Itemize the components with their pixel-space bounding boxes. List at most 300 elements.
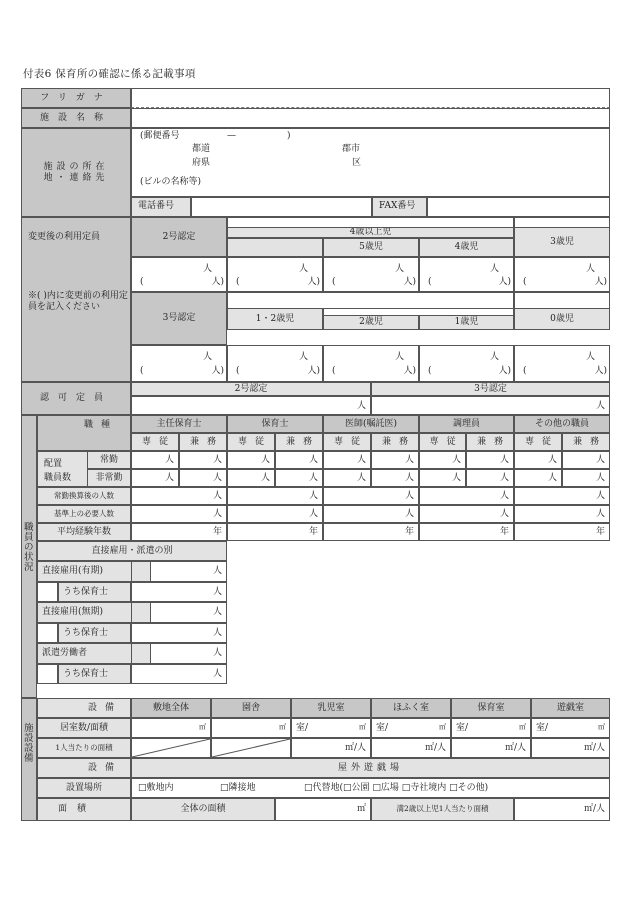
location-options bbox=[131, 778, 610, 798]
employment-row-label bbox=[58, 623, 131, 644]
staff-type-header bbox=[131, 415, 227, 433]
address-label-text: 施設の所在地・連絡先 bbox=[43, 162, 109, 183]
age2-header bbox=[323, 315, 419, 330]
unit-person: 人 bbox=[212, 627, 222, 638]
staff-type-header bbox=[419, 415, 514, 433]
ken-label: 兼 bbox=[476, 436, 486, 447]
unit-person: 人 bbox=[260, 473, 270, 483]
diagonal-line bbox=[212, 739, 290, 757]
equipment2-corner bbox=[37, 758, 131, 778]
part-time-ken-input[interactable] bbox=[371, 469, 419, 487]
approved-capacity-label bbox=[21, 382, 131, 415]
unit-person: 人 bbox=[308, 509, 318, 519]
staff-section-label-text: 職員の状況 bbox=[24, 522, 34, 573]
part-time-sen-input[interactable] bbox=[131, 469, 179, 487]
equipment-col-header bbox=[451, 698, 531, 718]
equipment2-label: 設備 bbox=[87, 763, 122, 773]
mu-label: 務 bbox=[399, 436, 409, 447]
unit-person: 人 bbox=[547, 455, 557, 465]
prefecture-label-fuken: 府県 bbox=[192, 158, 211, 168]
unit-person: 人 bbox=[308, 491, 318, 501]
unit-sqm: ㎡ bbox=[359, 723, 366, 731]
total-area-label bbox=[131, 798, 275, 821]
unit-person: 人 bbox=[202, 264, 212, 274]
fte-input[interactable] bbox=[419, 487, 514, 505]
fte-label-text: 常勤換算後の人数 bbox=[54, 490, 114, 500]
age4up-header-text: 4歳以上児 bbox=[349, 227, 392, 238]
paren-open: ( bbox=[523, 277, 527, 287]
equipment-col-header bbox=[291, 698, 371, 718]
ken-label: 兼 bbox=[189, 436, 199, 447]
ken-label: 兼 bbox=[285, 436, 295, 447]
age0-capacity-input[interactable] bbox=[514, 345, 610, 382]
unit-person: 人 bbox=[212, 509, 222, 519]
unit-person: 人 bbox=[595, 455, 605, 465]
application-form bbox=[21, 88, 610, 821]
paren-close: 人) bbox=[498, 277, 511, 287]
unit-person: 人 bbox=[585, 352, 595, 362]
unit-person: 人 bbox=[451, 455, 461, 465]
postal-close: ) bbox=[287, 131, 291, 141]
staff-section-label bbox=[21, 415, 37, 698]
equipment-col-header bbox=[211, 698, 291, 718]
full-time-sen-input[interactable] bbox=[227, 451, 275, 469]
area-label-text: 面積 bbox=[58, 804, 97, 814]
staff-sen-ju-header bbox=[227, 433, 275, 451]
unit-person: 人 bbox=[499, 455, 509, 465]
unit-year: 年 bbox=[404, 527, 414, 537]
playground-header bbox=[131, 758, 610, 778]
room-area-input[interactable] bbox=[291, 718, 371, 738]
mu-label: 務 bbox=[303, 436, 313, 447]
age3-top bbox=[514, 217, 610, 227]
age4-header bbox=[419, 238, 514, 257]
employment-row-input[interactable] bbox=[131, 582, 227, 603]
address-field[interactable] bbox=[131, 128, 610, 197]
experience-label bbox=[37, 523, 131, 541]
checkbox-on-site[interactable]: □敷地内 bbox=[138, 783, 174, 793]
staff-sen-ju-header bbox=[514, 433, 562, 451]
per-person-area-input[interactable] bbox=[291, 738, 371, 758]
unit-person: 人 bbox=[489, 352, 499, 362]
ken-label: 兼 bbox=[572, 436, 582, 447]
facility-name-field[interactable] bbox=[131, 108, 610, 128]
required-input[interactable] bbox=[514, 505, 610, 523]
employment-indent bbox=[37, 623, 58, 644]
diagonal-strike bbox=[132, 739, 210, 757]
diagonal-line bbox=[132, 739, 210, 757]
building-name-label: (ビルの名称等) bbox=[140, 177, 202, 187]
unit-person: 人 bbox=[308, 473, 318, 483]
location-label bbox=[37, 778, 131, 798]
part-time-sen-input[interactable] bbox=[514, 469, 562, 487]
unit-person: 人 bbox=[212, 607, 222, 617]
age1-header bbox=[419, 315, 514, 330]
ju-label: 従 bbox=[542, 436, 552, 447]
employment-row-input[interactable] bbox=[131, 623, 227, 644]
experience-input[interactable] bbox=[131, 523, 227, 541]
staff-type-header-text: 保育士 bbox=[261, 418, 289, 429]
phone-field[interactable] bbox=[191, 197, 372, 217]
age4up-capacity-input[interactable] bbox=[227, 257, 323, 292]
age2-header-text: 2歳児 bbox=[359, 317, 383, 328]
sen-label: 専 bbox=[429, 436, 439, 447]
cert3-header-text: 3号認定 bbox=[162, 313, 196, 324]
unit-person: 人 bbox=[356, 473, 366, 483]
unit-person: 人 bbox=[202, 352, 212, 362]
postal-code-label: (郵便番号 bbox=[140, 131, 180, 141]
employment-row-label-text: 派遣労働者 bbox=[42, 648, 88, 658]
paren-open: ( bbox=[236, 277, 240, 287]
unit-person: 人 bbox=[212, 668, 222, 679]
age12-capacity-input[interactable] bbox=[227, 345, 323, 382]
age4up-top bbox=[227, 217, 514, 227]
age0-header bbox=[514, 308, 610, 330]
cert3-capacity-input[interactable] bbox=[131, 345, 227, 382]
staff-count-label-text: 職員数 bbox=[44, 473, 72, 483]
paren-open: ( bbox=[236, 366, 240, 376]
age3-header-text: 3歳児 bbox=[550, 236, 574, 247]
sen-label: 専 bbox=[237, 436, 247, 447]
unit-person: 人 bbox=[595, 509, 605, 519]
employment-row-input[interactable] bbox=[131, 664, 227, 685]
unit-person: 人 bbox=[547, 473, 557, 483]
unit-year: 年 bbox=[212, 527, 222, 537]
cert2-capacity-input[interactable] bbox=[131, 257, 227, 292]
equipment-col-header bbox=[131, 698, 211, 718]
room-area-label-text: 居室数/面積 bbox=[59, 722, 109, 733]
diagonal-strike bbox=[212, 739, 290, 757]
furigana-field[interactable] bbox=[131, 88, 610, 108]
unit-person: 人 bbox=[394, 352, 404, 362]
fte-input[interactable] bbox=[227, 487, 323, 505]
employment-row-input[interactable] bbox=[131, 602, 227, 623]
part-time-label bbox=[87, 469, 131, 487]
total-area-input[interactable] bbox=[275, 798, 371, 821]
fax-field[interactable] bbox=[427, 197, 610, 217]
cert3-header bbox=[131, 292, 227, 345]
required-label-text: 基準上の必要人数 bbox=[54, 508, 114, 518]
mu-label: 務 bbox=[590, 436, 600, 447]
address-label bbox=[21, 128, 131, 217]
room-area-label bbox=[37, 718, 131, 738]
unit-person: 人 bbox=[404, 473, 414, 483]
full-time-sen-input[interactable] bbox=[419, 451, 466, 469]
unit-sqm: ㎡ bbox=[199, 723, 206, 731]
unit-person: 人 bbox=[260, 455, 270, 465]
staff-ken-mu-header bbox=[562, 433, 610, 451]
cert2-header-text: 2号認定 bbox=[162, 231, 196, 242]
part-time-ken-input[interactable] bbox=[562, 469, 610, 487]
employment-row-label-text: うち保育士 bbox=[63, 627, 109, 638]
unit-year: 年 bbox=[499, 527, 509, 537]
age0-top bbox=[514, 292, 610, 308]
equipment-label: 設備 bbox=[87, 703, 122, 713]
paren-open: ( bbox=[523, 366, 527, 376]
paren-open: ( bbox=[332, 277, 336, 287]
part-time-ken-input[interactable] bbox=[466, 469, 514, 487]
full-time-ken-input[interactable] bbox=[466, 451, 514, 469]
unit-room: 室/ bbox=[456, 723, 469, 733]
staff-type-header bbox=[227, 415, 323, 433]
paren-close: 人) bbox=[594, 277, 607, 287]
age5-header bbox=[323, 238, 419, 257]
unit-person: 人 bbox=[212, 586, 222, 597]
employment-row-label bbox=[58, 582, 131, 603]
unit-person: 人 bbox=[404, 491, 414, 501]
full-time-label-text: 常勤 bbox=[99, 454, 118, 465]
ju-label: 従 bbox=[255, 436, 265, 447]
unit-person: 人 bbox=[404, 455, 414, 465]
city-label-gunshi: 郡市 bbox=[342, 144, 361, 154]
furigana-label-text: フリガナ bbox=[40, 92, 112, 103]
age12-header-text: 1・2歳児 bbox=[255, 313, 295, 324]
experience-input[interactable] bbox=[323, 523, 419, 541]
unit-sqm: ㎡ bbox=[598, 723, 605, 731]
required-input[interactable] bbox=[323, 505, 419, 523]
employment-row-input[interactable] bbox=[131, 643, 227, 664]
fte-label bbox=[37, 487, 131, 505]
paren-open: ( bbox=[428, 277, 432, 287]
fte-input[interactable] bbox=[131, 487, 227, 505]
staff-type-header bbox=[323, 415, 419, 433]
approved-cert3-header bbox=[371, 382, 610, 396]
unit-person: 人 bbox=[356, 455, 366, 465]
checkbox-alternative-site[interactable]: □代替地(□公園 □広場 □寺社境内 □その他) bbox=[304, 783, 489, 793]
employment-row-label-text: 直接雇用(無期) bbox=[42, 607, 104, 617]
unit-person: 人 bbox=[404, 509, 414, 519]
staff-sen-ju-header bbox=[419, 433, 466, 451]
equipment-col-header-text: 遊戯室 bbox=[556, 702, 584, 713]
full-time-sen-input[interactable] bbox=[514, 451, 562, 469]
employment-row-label bbox=[58, 664, 131, 685]
unit-person: 人 bbox=[308, 455, 318, 465]
room-area-input[interactable] bbox=[131, 718, 211, 738]
location-label-text: 設置場所 bbox=[65, 782, 102, 793]
unit-person: 人 bbox=[499, 509, 509, 519]
per-person-area-input[interactable] bbox=[451, 738, 531, 758]
fte-input[interactable] bbox=[514, 487, 610, 505]
unit-sqm: ㎡ bbox=[439, 723, 446, 731]
per-child-area-input[interactable] bbox=[514, 798, 610, 821]
equipment-col-header-text: 乳児室 bbox=[317, 702, 345, 713]
experience-label-text: 平均経験年数 bbox=[56, 526, 111, 537]
equipment-col-header-text: 敷地全体 bbox=[152, 702, 189, 713]
staff-sen-ju-header bbox=[131, 433, 179, 451]
staff-type-header-text: 医師(嘱託医) bbox=[344, 418, 398, 429]
furigana-label bbox=[21, 88, 131, 108]
unit-room: 室/ bbox=[296, 723, 309, 733]
part-time-ken-input[interactable] bbox=[179, 469, 227, 487]
capacity-label: 変更後の利用定員 bbox=[28, 232, 101, 242]
employment-row-label-text: 直接雇用(有期) bbox=[42, 566, 104, 576]
age12-header bbox=[227, 308, 323, 330]
staff-type-label: 職種 bbox=[83, 420, 118, 430]
fte-input[interactable] bbox=[323, 487, 419, 505]
room-area-input[interactable] bbox=[371, 718, 451, 738]
age12-top bbox=[227, 292, 514, 308]
part-time-ken-input[interactable] bbox=[275, 469, 323, 487]
staff-ken-mu-header bbox=[275, 433, 323, 451]
equipment-corner bbox=[37, 698, 131, 718]
room-area-input[interactable] bbox=[531, 718, 610, 738]
age5-capacity-input[interactable] bbox=[323, 257, 419, 292]
unit-sqm-per-person: ㎡/人 bbox=[583, 804, 605, 814]
room-area-input[interactable] bbox=[211, 718, 291, 738]
age1-header-text: 1歳児 bbox=[454, 317, 479, 328]
age3-capacity-input[interactable] bbox=[514, 257, 610, 292]
sen-label: 専 bbox=[141, 436, 151, 447]
part-time-sen-input[interactable] bbox=[419, 469, 466, 487]
approved-cert2-header bbox=[131, 382, 371, 396]
staff-sen-ju-header bbox=[323, 433, 371, 451]
staff-type-header bbox=[514, 415, 610, 433]
unit-person: 人 bbox=[499, 491, 509, 501]
staff-type-header-text: その他の職員 bbox=[534, 418, 589, 429]
unit-person: 人 bbox=[499, 473, 509, 483]
paren-close: 人) bbox=[307, 277, 320, 287]
checkbox-adjacent[interactable]: □隣接地 bbox=[220, 783, 256, 793]
equipment-col-header-text: 園舎 bbox=[241, 702, 260, 713]
ward-label: 区 bbox=[352, 158, 362, 168]
experience-input[interactable] bbox=[419, 523, 514, 541]
experience-input[interactable] bbox=[514, 523, 610, 541]
unit-person: 人 bbox=[212, 491, 222, 501]
unit-room: 室/ bbox=[376, 723, 389, 733]
ju-label: 従 bbox=[159, 436, 169, 447]
unit-sqm: ㎡ bbox=[519, 723, 526, 731]
required-input[interactable] bbox=[419, 505, 514, 523]
equipment-col-header bbox=[371, 698, 451, 718]
area-label bbox=[37, 798, 131, 821]
unit-sqm-per-person: ㎡/人 bbox=[344, 743, 366, 753]
unit-person: 人 bbox=[394, 264, 404, 274]
full-time-sen-input[interactable] bbox=[323, 451, 371, 469]
approved-cert2-header-text: 2号認定 bbox=[234, 383, 268, 394]
employment-header-text: 直接雇用・派遣の別 bbox=[91, 545, 173, 556]
staff-type-header-text: 主任保育士 bbox=[156, 418, 202, 429]
unit-person: 人 bbox=[164, 473, 174, 483]
unit-person: 人 bbox=[212, 473, 222, 483]
full-time-ken-input[interactable] bbox=[371, 451, 419, 469]
required-input[interactable] bbox=[227, 505, 323, 523]
approved-cert3-input[interactable] bbox=[371, 396, 610, 415]
employment-header bbox=[37, 541, 227, 561]
equipment-col-header-text: 保育室 bbox=[477, 702, 505, 713]
unit-person: 人 bbox=[356, 401, 366, 411]
equipment-col-header bbox=[531, 698, 610, 718]
full-time-ken-input[interactable] bbox=[179, 451, 227, 469]
postal-dash: — bbox=[227, 131, 236, 141]
playground-header-text: 屋外遊戯場 bbox=[337, 762, 403, 773]
per-child-area-label bbox=[371, 798, 514, 821]
approved-cert2-input[interactable] bbox=[131, 396, 371, 415]
per-person-area-input bbox=[211, 738, 291, 758]
capacity-label-cell bbox=[21, 217, 131, 382]
paren-close: 人) bbox=[307, 366, 320, 376]
approved-capacity-label-text: 認可定員 bbox=[39, 393, 112, 404]
full-time-ken-input[interactable] bbox=[275, 451, 323, 469]
paren-close: 人) bbox=[211, 366, 224, 376]
employment-indent bbox=[37, 582, 58, 603]
ken-label: 兼 bbox=[381, 436, 391, 447]
per-person-label-text: 1人当たりの面積 bbox=[55, 742, 113, 752]
unit-person: 人 bbox=[212, 455, 222, 465]
unit-sqm: ㎡ bbox=[279, 723, 286, 731]
required-input[interactable] bbox=[131, 505, 227, 523]
staff-ken-mu-header bbox=[466, 433, 514, 451]
facility-name-label bbox=[21, 108, 131, 128]
paren-close: 人) bbox=[403, 277, 416, 287]
age3-header bbox=[514, 227, 610, 257]
unit-person: 人 bbox=[595, 401, 605, 411]
age2-capacity-input[interactable] bbox=[323, 345, 419, 382]
room-area-input[interactable] bbox=[451, 718, 531, 738]
sen-label: 専 bbox=[524, 436, 534, 447]
document-title: 付表6 保育所の確認に係る記載事項 bbox=[23, 68, 196, 80]
approved-cert3-header-text: 3号認定 bbox=[474, 383, 507, 394]
part-time-sen-input[interactable] bbox=[323, 469, 371, 487]
age4up-spacer bbox=[227, 238, 323, 257]
employment-row-label-text: うち保育士 bbox=[63, 668, 109, 679]
fax-label: FAX番号 bbox=[372, 197, 427, 217]
per-person-label bbox=[37, 738, 131, 758]
staff-corner bbox=[37, 415, 131, 451]
paren-open: ( bbox=[140, 366, 144, 376]
ju-label: 従 bbox=[351, 436, 361, 447]
unit-person: 人 bbox=[212, 566, 222, 576]
age0-header-text: 0歳児 bbox=[550, 313, 574, 324]
staff-haichi-label: 配置 bbox=[44, 459, 63, 469]
per-child-area-label-text: 満2歳以上児1人当たり面積 bbox=[396, 804, 489, 814]
mu-label: 務 bbox=[494, 436, 504, 447]
sen-label: 専 bbox=[333, 436, 343, 447]
unit-person: 人 bbox=[595, 473, 605, 483]
full-time-sen-input[interactable] bbox=[131, 451, 179, 469]
age4-capacity-input[interactable] bbox=[419, 257, 514, 292]
equipment-col-header-text: ほふく室 bbox=[392, 702, 429, 713]
age12-sub-top bbox=[323, 308, 514, 315]
prefecture-label-todo: 都道 bbox=[192, 144, 211, 154]
age1-capacity-input[interactable] bbox=[419, 345, 514, 382]
unit-year: 年 bbox=[308, 527, 318, 537]
employment-row-label-text: うち保育士 bbox=[63, 586, 109, 597]
experience-input[interactable] bbox=[227, 523, 323, 541]
unit-person: 人 bbox=[595, 491, 605, 501]
paren-close: 人) bbox=[594, 366, 607, 376]
equipment-section-label-text: 施設設備 bbox=[24, 723, 34, 764]
total-area-label-text: 全体の面積 bbox=[180, 804, 226, 815]
unit-sqm-per-person: ㎡/人 bbox=[504, 743, 526, 753]
employment-row-input[interactable] bbox=[131, 561, 227, 582]
full-time-ken-input[interactable] bbox=[562, 451, 610, 469]
facility-name-label-text: 施設名称 bbox=[39, 112, 112, 123]
per-person-area-input[interactable] bbox=[531, 738, 610, 758]
full-time-label bbox=[87, 451, 131, 469]
part-time-sen-input[interactable] bbox=[227, 469, 275, 487]
per-person-area-input[interactable] bbox=[371, 738, 451, 758]
unit-person: 人 bbox=[451, 473, 461, 483]
per-person-area-input bbox=[131, 738, 211, 758]
employment-indent bbox=[37, 664, 58, 685]
phone-label: 電話番号 bbox=[131, 197, 191, 217]
unit-person: 人 bbox=[298, 264, 308, 274]
paren-open: ( bbox=[140, 277, 144, 287]
equipment-section-label bbox=[21, 698, 37, 821]
age4-header-text: 4歳児 bbox=[454, 242, 479, 253]
unit-sqm: ㎡ bbox=[356, 804, 366, 814]
unit-sqm-per-person: ㎡/人 bbox=[424, 743, 446, 753]
